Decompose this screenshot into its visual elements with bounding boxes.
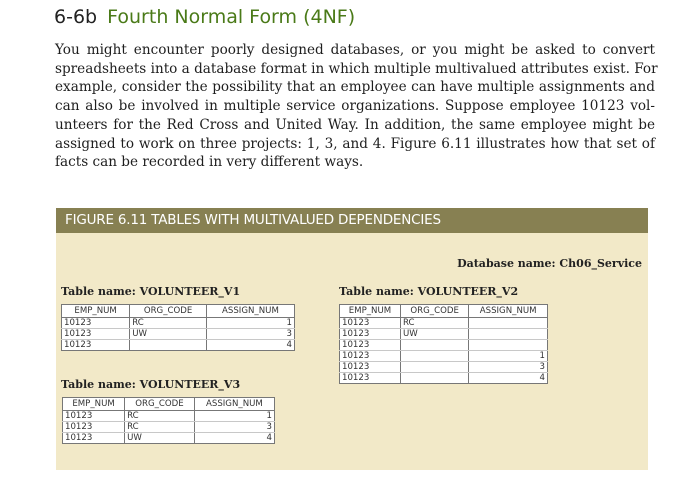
table-name-v1: Table name: VOLUNTEER_V1 [61, 285, 241, 298]
table-cell: 3 [469, 362, 548, 373]
table-cell: 3 [194, 422, 274, 433]
table-row [340, 329, 548, 340]
table-header-row [62, 305, 295, 318]
table-cell [400, 351, 468, 362]
table-cell [469, 329, 548, 340]
section-title: Fourth Normal Form (4NF) [107, 6, 356, 28]
column-header: ORG_CODE [130, 305, 207, 318]
table-row [63, 422, 275, 433]
column-header: EMP_NUM [340, 305, 401, 318]
table-row [340, 318, 548, 329]
table-cell: 10123 [340, 373, 401, 384]
column-header: EMP_NUM [62, 305, 130, 318]
table-row [340, 340, 548, 351]
database-name: Database name: Ch06_Service [457, 257, 642, 270]
volunteer-v2-table [339, 304, 548, 384]
paragraph-line: assigned to work on three projects: 1, 3, and 4. Figure 6.11 illustrates how that set of [55, 135, 655, 152]
table-row [62, 340, 295, 351]
table-cell: 10123 [340, 318, 401, 329]
table-cell [469, 318, 548, 329]
column-header: ASSIGN_NUM [194, 398, 274, 411]
table-header-row [340, 305, 548, 318]
section-number: 6-6b [54, 6, 98, 28]
table-cell: 10123 [340, 329, 401, 340]
table-cell: RC [400, 318, 468, 329]
table-cell: 1 [206, 318, 294, 329]
volunteer-v1-table [61, 304, 295, 351]
table-cell: 1 [194, 411, 274, 422]
table-cell: 10123 [63, 422, 125, 433]
table-cell: 10123 [62, 340, 130, 351]
column-header: ORG_CODE [125, 398, 195, 411]
table-cell: UW [400, 329, 468, 340]
table-cell: UW [130, 329, 207, 340]
column-header: EMP_NUM [63, 398, 125, 411]
paragraph-line: example, consider the possibility that an employee can have multiple assignments and [55, 79, 655, 96]
table-cell: 10123 [62, 329, 130, 340]
table-cell: 10123 [63, 433, 125, 444]
paragraph-line: facts can be recorded in very different ways. [55, 154, 364, 171]
table-row [63, 411, 275, 422]
table-cell [400, 340, 468, 351]
figure-6-11 [56, 208, 648, 470]
table-cell: 10123 [340, 351, 401, 362]
paragraph-line: You might encounter poorly designed databases, or you might be asked to convert [55, 42, 655, 58]
table-row [62, 329, 295, 340]
body-paragraph [55, 41, 658, 172]
table-cell: 1 [469, 351, 548, 362]
table-name-v2: Table name: VOLUNTEER_V2 [339, 285, 519, 298]
column-header: ORG_CODE [400, 305, 468, 318]
paragraph-line: can also be involved in multiple service organizations. Suppose employee 10123 vol- [55, 98, 655, 115]
table-cell: 4 [469, 373, 548, 384]
table-cell: 4 [194, 433, 274, 444]
table-row [340, 373, 548, 384]
table-row [63, 433, 275, 444]
column-header: ASSIGN_NUM [469, 305, 548, 318]
volunteer-v3-table [62, 397, 275, 444]
section-heading [54, 6, 355, 28]
table-cell: 3 [206, 329, 294, 340]
table-cell [400, 362, 468, 373]
table-row [62, 318, 295, 329]
table-header-row [63, 398, 275, 411]
table-cell: UW [125, 433, 195, 444]
table-row [340, 351, 548, 362]
table-cell: 10123 [340, 362, 401, 373]
table-row [340, 362, 548, 373]
table-cell: 10123 [340, 340, 401, 351]
paragraph-line: unteers for the Red Cross and United Way. In addition, the same employee might be [55, 116, 655, 133]
table-cell [130, 340, 207, 351]
table-cell: 4 [206, 340, 294, 351]
table-cell: 10123 [63, 411, 125, 422]
table-cell: RC [125, 411, 195, 422]
figure-caption: FIGURE 6.11 TABLES WITH MULTIVALUED DEPENDENCIES [56, 208, 648, 233]
column-header: ASSIGN_NUM [206, 305, 294, 318]
table-cell: 10123 [62, 318, 130, 329]
table-cell [400, 373, 468, 384]
table-cell: RC [125, 422, 195, 433]
table-cell: RC [130, 318, 207, 329]
table-cell [469, 340, 548, 351]
table-name-v3: Table name: VOLUNTEER_V3 [61, 378, 241, 391]
paragraph-line: spreadsheets into a database format in which multiple multivalued attributes exist. For [55, 60, 658, 77]
